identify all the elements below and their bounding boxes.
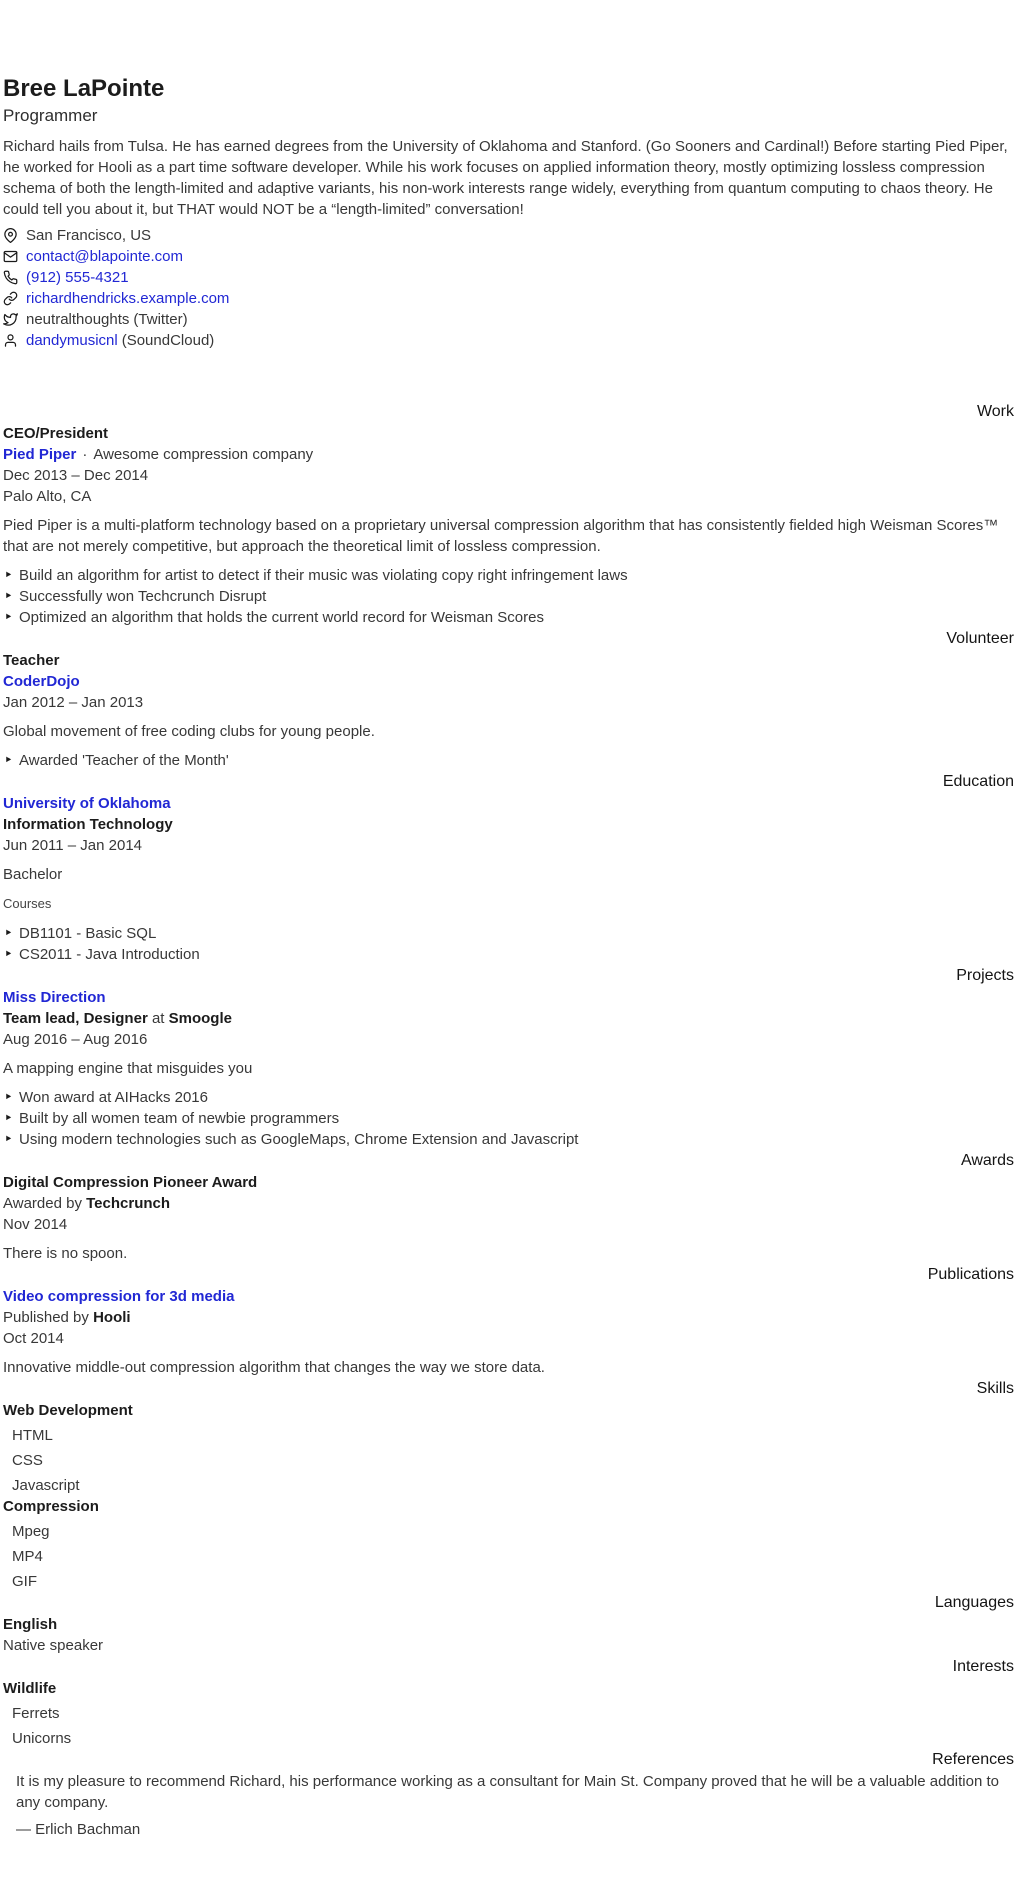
contact-soundcloud [3,330,1014,351]
section-heading-projects: Projects [956,967,1014,984]
volunteer-position: Teacher [3,652,60,669]
interest-name: Wildlife [3,1680,57,1697]
twitter-username: neutralthoughts [26,311,130,328]
section-awards [3,1150,1014,1264]
soundcloud-username-link[interactable]: dandymusicnl [26,332,118,349]
education-courses [3,923,1014,965]
course-item: ‣ DB1101 - Basic SQL [3,923,1014,944]
person-title: Programmer [3,106,98,125]
skill-keyword: Javascript [12,1477,80,1494]
course-item: ‣ CS2011 - Java Introduction [3,944,1014,965]
skill-keyword-list [3,1425,1014,1496]
section-languages [3,1592,1014,1656]
masthead [3,74,1014,351]
section-heading-languages: Languages [934,1594,1014,1611]
project-highlight: ‣ Won award at AIHacks 2016 [3,1087,1014,1108]
section-projects [3,965,1014,1150]
project-highlights [3,1087,1014,1150]
work-highlight: ‣ Build an algorithm for artist to detect if their music was violating copy right infringement laws [3,565,1014,586]
interest-keyword: Ferrets [12,1705,60,1722]
skill-keyword: GIF [12,1573,37,1590]
project-at-word: at [151,1010,165,1027]
section-heading-work: Work [976,403,1014,420]
section-interests [3,1656,1014,1749]
volunteer-highlights [3,750,1014,771]
award-title: Digital Compression Pioneer Award [3,1174,258,1191]
work-summary: Pied Piper is a multi-platform technology based on a proprietary universal compression algorithm that has consistently fielded high Weisman Scores™ that are not merely competitive, but approach the theoretical limit of lossless compression. [3,517,999,555]
publication-date: Oct 2014 [3,1330,64,1347]
soundcloud-network-label: (SoundCloud) [121,332,215,349]
project-roles: Team lead, Designer [3,1010,148,1027]
separator-dot: · [82,446,88,463]
section-volunteer [3,628,1014,771]
skill-keyword: CSS [12,1452,43,1469]
interest-keyword-list [3,1703,1014,1749]
section-heading-references: References [932,1751,1014,1768]
section-heading-awards: Awards [960,1152,1014,1169]
section-heading-skills: Skills [976,1380,1014,1397]
education-study-type: Bachelor [3,866,63,883]
work-highlight: ‣ Successfully won Techcrunch Disrupt [3,586,1014,607]
publication-name-link[interactable]: Video compression for 3d media [3,1288,235,1305]
project-entity: Smoogle [168,1010,232,1027]
twitter-network-label: (Twitter) [133,311,188,328]
work-dates: Dec 2013 – Dec 2014 [3,467,149,484]
person-summary: Richard hails from Tulsa. He has earned degrees from the University of Oklahoma and Stanford. (Go Sooners and Cardinal!) Before starting Pied Piper, he worked for Hooli as a part time software developer. While his work focuses on applied information theory, mostly optimizing lossless compression schema of both the length-limited and adaptive variants, his non-work interests range widely, everything from quantum computing to chaos theory. He could tell you about it, but THAT would NOT be a “length-limited” conversation! [3,138,1008,218]
section-heading-interests: Interests [952,1658,1014,1675]
website-link[interactable]: richardhendricks.example.com [26,290,230,307]
section-work [3,401,1014,628]
education-area: Information Technology [3,816,173,833]
location-text: San Francisco, US [26,227,152,244]
work-position: CEO/President [3,425,109,442]
project-highlight: ‣ Using modern technologies such as GoogleMaps, Chrome Extension and Javascript [3,1129,1014,1150]
phone-icon [3,270,18,285]
skill-keyword: Mpeg [12,1523,50,1540]
work-highlights [3,565,1014,628]
work-company-link[interactable]: Pied Piper [3,446,77,463]
publication-by-label: Published by [3,1309,89,1326]
link-icon [3,291,18,306]
volunteer-dates: Jan 2012 – Jan 2013 [3,694,144,711]
email-link[interactable]: contact@blapointe.com [26,248,183,265]
contact-website [3,288,1014,309]
volunteer-organization-link[interactable]: CoderDojo [3,673,80,690]
project-description: A mapping engine that misguides you [3,1060,253,1077]
courses-label: Courses [3,896,52,911]
award-summary: There is no spoon. [3,1245,128,1262]
section-heading-publications: Publications [927,1266,1014,1283]
skill-keyword: HTML [12,1427,53,1444]
education-institution-link[interactable]: University of Oklahoma [3,795,171,812]
user-icon [3,333,18,348]
project-highlight: ‣ Built by all women team of newbie programmers [3,1108,1014,1129]
twitter-icon [3,312,18,327]
project-name-link[interactable]: Miss Direction [3,989,106,1006]
work-location: Palo Alto, CA [3,488,92,505]
skill-keyword-list [3,1521,1014,1592]
work-highlight: ‣ Optimized an algorithm that holds the current world record for Weisman Scores [3,607,1014,628]
language-fluency: Native speaker [3,1637,104,1654]
skill-group-name: Web Development [3,1402,133,1419]
section-publications [3,1264,1014,1378]
section-references [3,1749,1014,1840]
map-pin-icon [3,228,18,243]
section-skills [3,1378,1014,1592]
publication-publisher: Hooli [93,1309,131,1326]
section-education [3,771,1014,965]
volunteer-summary: Global movement of free coding clubs for young people. [3,723,375,740]
skill-keyword: MP4 [12,1548,43,1565]
volunteer-highlight: ‣ Awarded 'Teacher of the Month' [3,750,1014,771]
contact-twitter [3,309,1014,330]
project-dates: Aug 2016 – Aug 2016 [3,1031,148,1048]
contact-location [3,225,1014,246]
phone-link[interactable]: (912) 555-4321 [26,269,129,286]
section-heading-volunteer: Volunteer [946,630,1014,647]
work-company-description: Awesome compression company [93,446,314,463]
award-awarder: Techcrunch [86,1195,171,1212]
contact-list [3,225,1014,351]
contact-email [3,246,1014,267]
mail-icon [3,249,18,264]
award-by-label: Awarded by [3,1195,82,1212]
contact-phone [3,267,1014,288]
reference-attribution: — Erlich Bachman [16,1821,141,1838]
education-dates: Jun 2011 – Jan 2014 [3,837,143,854]
section-heading-education: Education [942,773,1014,790]
publication-summary: Innovative middle-out compression algorithm that changes the way we store data. [3,1359,545,1376]
interest-keyword: Unicorns [12,1730,72,1747]
award-date: Nov 2014 [3,1216,68,1233]
person-name: Bree LaPointe [3,75,165,102]
skill-group-name: Compression [3,1498,99,1515]
language-name: English [3,1616,58,1633]
reference-quote: It is my pleasure to recommend Richard, his performance working as a consultant for Main St. Company proved that he will be a valuable addition to any company. [16,1773,999,1811]
